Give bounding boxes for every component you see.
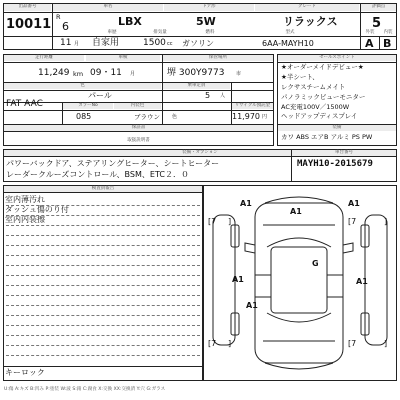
mileage-value: 11,249	[38, 68, 70, 78]
usage-value: 自家用	[92, 38, 120, 48]
note-line-3: 室内内装擦	[5, 215, 45, 224]
fuel-value: ガソリン	[182, 39, 214, 48]
make-caption: 車名	[53, 4, 163, 11]
color-code-caption: カラーNo	[63, 103, 113, 109]
score-value: 5	[372, 16, 382, 31]
mark-a1-hood: A1	[290, 207, 302, 216]
month-unit: 月	[74, 41, 80, 47]
recycle-unit: 円	[262, 114, 268, 120]
mark-7-front-left: [7	[208, 217, 217, 226]
manual-caption: 取扱説明書	[127, 138, 150, 143]
lot-caption: 出品番号	[4, 4, 51, 11]
options-line-1: パワーバックドア、ステアリングヒーター、シートヒーター	[6, 159, 220, 168]
mark-7-front-right: [7	[348, 217, 357, 226]
year-number: 6	[62, 20, 69, 33]
mileage-unit: km	[73, 70, 84, 78]
rear-bumper	[265, 363, 333, 369]
mark-a1-front-right: A1	[348, 199, 360, 208]
eval-caption: 評価点	[361, 4, 396, 11]
mileage-caption: 走行距離	[4, 55, 84, 61]
door-caption: ドア形	[164, 4, 254, 11]
inspection-unit: 月	[130, 71, 136, 77]
equip-caption: 装備	[278, 125, 396, 131]
guarantee-caption: 保証書	[4, 125, 273, 131]
lot-number: 10011	[6, 17, 52, 32]
mark-g-roof: G	[312, 259, 319, 268]
mark-7-rear-left: [7	[208, 339, 217, 348]
year-prefix: R	[56, 13, 61, 21]
int-color-unit: 色	[172, 114, 178, 120]
notes-caption: 検査員報告	[4, 186, 202, 192]
door-value: 5W	[196, 15, 216, 28]
footer-legend: U:傷 A:キズ B:凹み P:塗装 W:波 S:錆 C:腐食 X:交換 XX:交換済 Y:穴 G:ガラス	[4, 387, 166, 392]
mark-a1-front-left: A1	[240, 199, 252, 208]
int-caption: 内装	[383, 30, 393, 35]
equip-value: カワ ABS エアB アルミ PS PW	[281, 133, 373, 141]
model-value: 6AA-MAYH10	[262, 39, 314, 48]
store-caption: 保管場所	[163, 55, 273, 61]
mark-bracket-fl: ]	[228, 217, 232, 226]
note-line-2: ダッシュ傷のり付	[5, 205, 69, 214]
sale-points-caption: セールスポイント	[278, 55, 396, 61]
seats-unit: 人	[220, 93, 226, 99]
note-line-1: 室内薄汚れ	[5, 195, 45, 204]
sale-point-2: ★半シート、	[281, 73, 319, 81]
color-caption: 色	[4, 83, 161, 89]
cc-value: 1500	[143, 38, 166, 48]
sale-point-3: レクサスチームメイト	[281, 83, 346, 91]
fuel-caption: 燃料	[205, 30, 215, 35]
grade-caption: グレード	[255, 4, 359, 11]
options-caption: 装備・オプション	[4, 150, 396, 156]
int-score: B	[383, 37, 392, 50]
color-value: パール	[88, 91, 112, 100]
ext-caption: 外装	[365, 30, 375, 35]
side-right	[365, 215, 387, 345]
roof-outline	[271, 247, 327, 313]
store-value: 堺 300Y9773	[167, 68, 225, 78]
windshield	[267, 238, 331, 247]
color-code-value: 085	[76, 112, 92, 121]
chassis-caption: 車台番号	[292, 150, 396, 156]
mark-a1-rear-right: A1	[356, 277, 368, 286]
seats-value: 5	[205, 91, 211, 100]
cc-unit: cc	[167, 41, 173, 47]
sale-point-5: AC充電100V／1500W	[281, 103, 350, 111]
grade-value: リラックス	[283, 15, 338, 28]
store-unit: 市	[236, 71, 242, 77]
recycle-caption: リサイクル預託金	[232, 103, 273, 109]
inspection-value: 09・11	[90, 68, 122, 78]
usage-caption: 車歴	[107, 30, 117, 35]
int-color-caption: 内装色	[114, 103, 161, 109]
sale-point-4: パノラミックビューモニター	[281, 93, 366, 101]
cc-caption: 排気量	[153, 30, 167, 35]
mark-7-rear-right: [7	[348, 339, 357, 348]
seats-caption: 乗車定員	[163, 83, 230, 89]
mirror-left	[245, 243, 255, 253]
rear-window	[267, 313, 331, 322]
sale-point-6: ヘッドアップディスプレイ	[281, 112, 358, 120]
month-value: 11	[60, 38, 72, 48]
options-line-2: レーダークルーズコントロール、BSM、ETC２．０	[6, 170, 189, 179]
make-value: LBX	[118, 15, 142, 28]
inspection-caption: 車検	[86, 55, 160, 61]
mirror-right	[343, 243, 353, 253]
key-note: キーロック	[5, 368, 45, 377]
shift-value: FAT AAC	[6, 99, 43, 109]
int-color-value: ブラウン	[134, 113, 160, 121]
mark-a1-rear-left: A1	[246, 301, 258, 310]
recycle-value: 11,970	[232, 112, 260, 121]
ext-score: A	[365, 37, 374, 50]
front-bumper	[265, 197, 333, 203]
body-outline	[255, 203, 343, 363]
mark-bracket-fr: ]	[384, 217, 388, 226]
model-caption: 型式	[285, 30, 295, 35]
chassis-value: MAYH10-2015679	[297, 159, 373, 169]
mark-bracket-rr: ]	[384, 339, 388, 348]
mark-a1-side: A1	[232, 275, 244, 284]
mark-bracket-rl: ]	[228, 339, 232, 348]
sale-point-1: ★オーダーメイドデビュー★	[281, 63, 364, 71]
